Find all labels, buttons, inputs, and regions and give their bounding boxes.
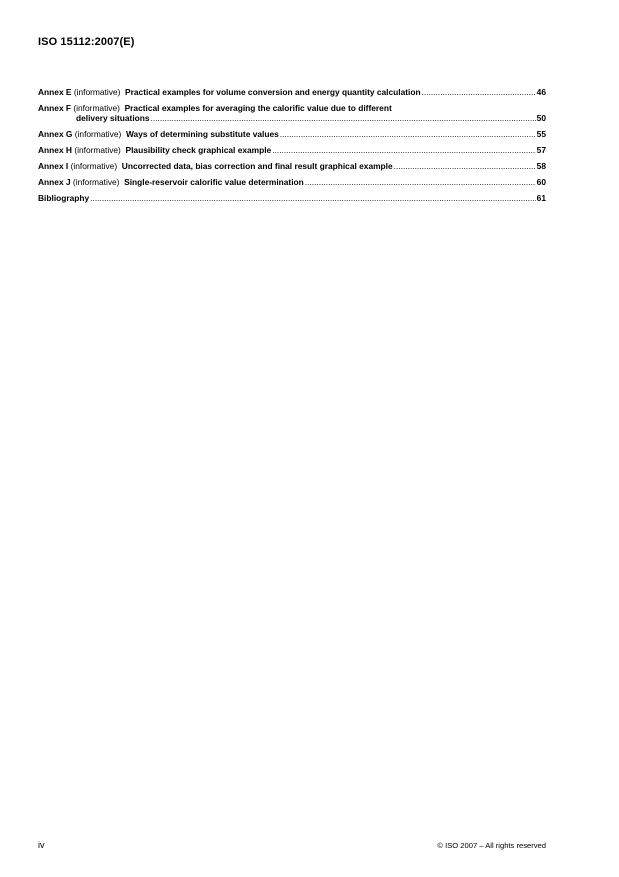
dot-leader [272, 145, 535, 155]
toc-entry-qualifier: (informative) [70, 161, 118, 171]
toc-entry-title: Single-reservoir calorific value determination [124, 177, 304, 187]
toc-entry-page: 57 [536, 145, 546, 155]
toc-entry-qualifier: (informative) [74, 145, 121, 155]
toc-entry-label: Annex G [38, 129, 73, 139]
toc-entry-page: 58 [536, 161, 546, 171]
toc-entry-annex-i[interactable] [38, 161, 546, 171]
dot-leader [280, 129, 536, 139]
toc-entry-qualifier: (informative) [74, 129, 122, 139]
toc-entry-page: 60 [536, 177, 546, 187]
toc-entry-title: Practical examples for averaging the calorific value due to different [124, 103, 392, 113]
toc-entry-page: 55 [536, 129, 546, 139]
document-header: ISO 15112:2007(E) [38, 36, 135, 48]
toc-entry-annex-e[interactable] [38, 87, 546, 97]
toc-entry-title: Plausibility check graphical example [125, 145, 272, 155]
dot-leader [422, 87, 536, 97]
toc-entry-annex-g[interactable] [38, 129, 546, 139]
toc-entry-label: Annex J [38, 177, 71, 187]
dot-leader [151, 113, 536, 123]
toc-entry-qualifier: (informative) [73, 87, 121, 97]
dot-leader [305, 177, 536, 187]
toc-entry-page: 61 [536, 193, 546, 203]
toc-entry-title-continued: delivery situations [76, 113, 150, 123]
toc-entry-page: 50 [536, 113, 546, 123]
toc-entry-label: Annex F [38, 103, 72, 113]
dot-leader [394, 161, 536, 171]
toc-entry-qualifier: (informative) [72, 177, 120, 187]
toc-entry-label: Annex I [38, 161, 69, 171]
table-of-contents [38, 87, 546, 209]
toc-entry-title: Practical examples for volume conversion and energy quantity calculation [125, 87, 421, 97]
toc-entry-label: Bibliography [38, 193, 90, 203]
toc-entry-annex-j[interactable] [38, 177, 546, 187]
footer-copyright: © ISO 2007 – All rights reserved [437, 841, 546, 850]
toc-entry-annex-h[interactable] [38, 145, 546, 155]
toc-entry-bibliography[interactable] [38, 193, 546, 203]
footer-page-number: iv [38, 840, 45, 850]
toc-entry-label: Annex H [38, 145, 72, 155]
toc-entry-qualifier: (informative) [73, 103, 120, 113]
dot-leader [90, 193, 535, 203]
toc-entry-page: 46 [536, 87, 546, 97]
toc-entry-annex-f[interactable] [38, 103, 546, 123]
toc-entry-label: Annex E [38, 87, 72, 97]
toc-entry-title: Uncorrected data, bias correction and final result graphical example [121, 161, 393, 171]
toc-entry-title: Ways of determining substitute values [125, 129, 279, 139]
